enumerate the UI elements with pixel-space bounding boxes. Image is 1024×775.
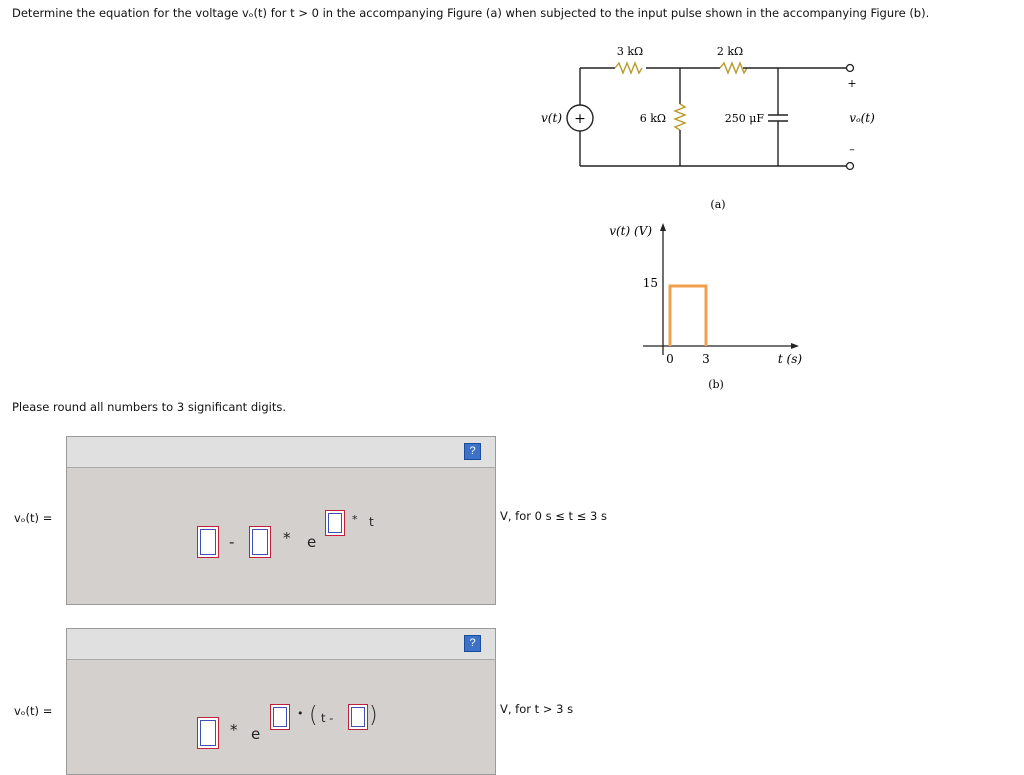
out-minus: –	[849, 143, 855, 156]
caption-a: (a)	[710, 198, 726, 211]
y-tick-15: 15	[642, 276, 658, 290]
help-button[interactable]: ?	[464, 635, 481, 652]
r2-label: 2 kΩ	[716, 45, 744, 58]
answer1-panel	[66, 436, 496, 605]
pulse-series-line	[670, 286, 706, 346]
answer2-input-a[interactable]	[197, 717, 219, 749]
answer1-unit: V, for 0 s ≤ t ≤ 3 s	[500, 509, 607, 523]
chart-ylabel: v(t) (V)	[609, 224, 652, 238]
terminal-plus	[847, 65, 854, 72]
answer1-input-exponent[interactable]	[325, 510, 345, 536]
chart-xlabel: t (s)	[777, 352, 803, 366]
times-operator: *	[230, 721, 238, 739]
answer1-input-b[interactable]	[249, 526, 271, 558]
x-tick-0: 0	[666, 352, 674, 366]
pulse-chart	[580, 215, 820, 395]
resistor-6k	[675, 104, 685, 130]
answer1-label: vₒ(t) =	[14, 511, 53, 525]
caption-b: (b)	[708, 378, 724, 391]
answer2-input-rate[interactable]	[270, 704, 290, 730]
answer2-panel	[66, 628, 496, 775]
e-symbol: e	[307, 533, 317, 551]
x-tick-3: 3	[702, 352, 710, 366]
y-arrow-icon	[660, 223, 666, 231]
help-button[interactable]: ?	[464, 443, 481, 460]
close-paren: )	[369, 703, 378, 728]
answer1-input-a[interactable]	[197, 526, 219, 558]
terminal-minus	[847, 163, 854, 170]
times-operator: *	[283, 529, 291, 547]
resistor-2k	[720, 63, 747, 73]
answer1-panel-header	[67, 437, 495, 468]
answer2-input-shift[interactable]	[348, 704, 368, 730]
x-arrow-icon	[791, 343, 799, 349]
exp-times-operator: *	[352, 513, 358, 526]
minus-operator: -	[229, 533, 235, 551]
source-plus: +	[574, 111, 586, 127]
r3-label: 6 kΩ	[639, 112, 666, 125]
cap-label: 250 μF	[724, 112, 764, 125]
answer2-unit: V, for t > 3 s	[500, 702, 574, 716]
open-paren: (	[309, 703, 318, 728]
t-minus: t -	[321, 711, 334, 725]
out-plus: +	[847, 77, 857, 90]
rounding-note: Please round all numbers to 3 significant digits.	[12, 400, 286, 414]
source-label: v(t)	[541, 111, 562, 125]
answer2-panel-header	[67, 629, 495, 660]
output-label: vₒ(t)	[849, 111, 875, 125]
t-variable: t	[369, 515, 374, 529]
question-text: Determine the equation for the voltage vₒ(t) for t > 0 in the accompanying Figure (a) when subjected to the input pulse shown in the accompanying Figure (b).	[12, 6, 930, 20]
answer2-label: vₒ(t) =	[14, 704, 53, 718]
e-symbol: e	[251, 725, 261, 743]
r1-label: 3 kΩ	[616, 45, 644, 58]
exp-times-operator: •	[297, 707, 304, 720]
resistor-3k	[615, 63, 642, 73]
circuit-diagram	[520, 38, 900, 218]
